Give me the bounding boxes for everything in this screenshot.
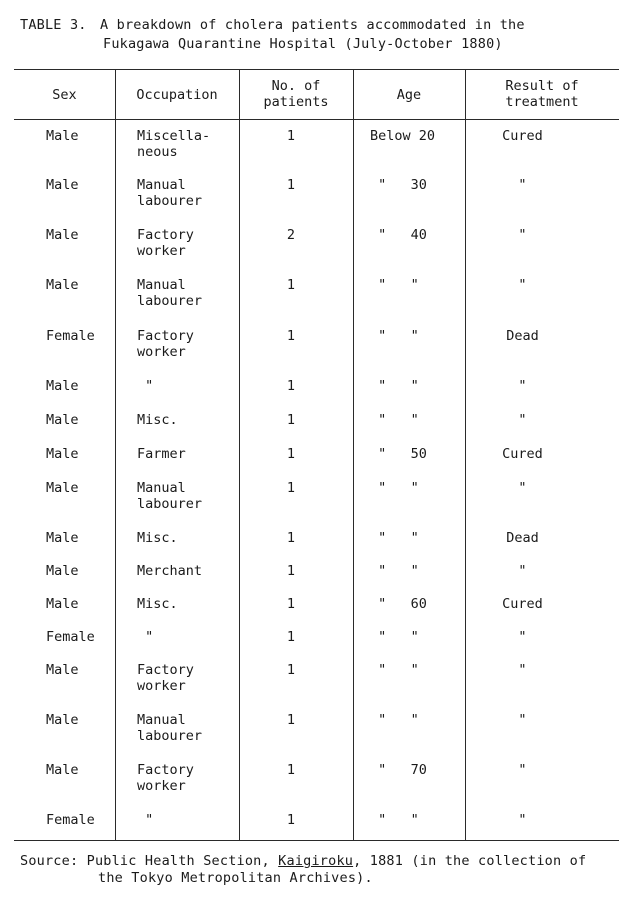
occupation-line-1: Miscella- bbox=[137, 128, 211, 144]
occupation-line-1: Factory bbox=[137, 227, 194, 243]
table-caption bbox=[20, 16, 525, 54]
header-patients-line-1: No. of bbox=[271, 78, 321, 94]
occupation-line-2: worker bbox=[137, 344, 186, 360]
caption-line-2: Fukagawa Quarantine Hospital (July-October 1880) bbox=[103, 36, 503, 52]
age-cell: " 30 bbox=[370, 177, 427, 193]
sex-cell: Male bbox=[46, 378, 79, 394]
sex-cell: Male bbox=[46, 446, 79, 462]
occupation-cell bbox=[137, 177, 202, 209]
occupation-line-1: Manual bbox=[137, 480, 186, 496]
occupation-cell bbox=[137, 277, 202, 309]
sex-cell: Male bbox=[46, 762, 79, 778]
age-cell: " 70 bbox=[370, 762, 427, 778]
sex-cell: Female bbox=[46, 812, 95, 828]
header-bottom-rule bbox=[14, 119, 619, 120]
sex-cell: Female bbox=[46, 328, 95, 344]
sex-cell: Male bbox=[46, 662, 79, 678]
occupation-line-1: " bbox=[137, 812, 154, 828]
occupation-cell bbox=[137, 762, 194, 794]
age-cell: Below 20 bbox=[370, 128, 436, 144]
occupation-line-2: worker bbox=[137, 678, 186, 694]
occupation-cell bbox=[137, 378, 153, 394]
patients-cell: 1 bbox=[286, 412, 296, 428]
age-cell: " " bbox=[370, 629, 419, 645]
table-row bbox=[0, 328, 633, 368]
occupation-line-1: Merchant bbox=[137, 563, 203, 579]
header-result-line-1: Result of bbox=[505, 78, 579, 94]
sex-cell: Male bbox=[46, 480, 79, 496]
table-row bbox=[0, 812, 633, 852]
caption-label: TABLE 3. bbox=[20, 17, 87, 33]
occupation-cell bbox=[137, 712, 202, 744]
age-cell: " " bbox=[370, 328, 419, 344]
result-cell: " bbox=[518, 177, 527, 193]
source-before: Public Health Section, bbox=[86, 853, 279, 869]
patients-cell: 1 bbox=[286, 328, 296, 344]
patients-cell: 1 bbox=[286, 277, 296, 293]
occupation-line-2: worker bbox=[137, 778, 186, 794]
result-cell: " bbox=[518, 277, 527, 293]
table-top-rule bbox=[14, 69, 619, 70]
age-cell: " " bbox=[370, 530, 419, 546]
patients-cell: 1 bbox=[286, 446, 296, 462]
table-row bbox=[0, 762, 633, 802]
header-patients-line-2: patients bbox=[263, 94, 329, 110]
sex-cell: Female bbox=[46, 629, 95, 645]
result-cell: " bbox=[518, 378, 527, 394]
result-cell: Cured bbox=[502, 596, 543, 612]
occupation-line-1: " bbox=[137, 378, 154, 394]
occupation-cell bbox=[137, 662, 194, 694]
caption-line-1: A breakdown of cholera patients accommodated in the bbox=[100, 17, 525, 33]
occupation-cell bbox=[137, 530, 178, 546]
age-cell: " 60 bbox=[370, 596, 427, 612]
patients-cell: 1 bbox=[286, 530, 296, 546]
occupation-line-1: Manual bbox=[137, 177, 186, 193]
header-result-line-2: treatment bbox=[505, 94, 579, 110]
age-cell: " 40 bbox=[370, 227, 427, 243]
table-row bbox=[0, 712, 633, 752]
occupation-line-2: worker bbox=[137, 243, 186, 259]
occupation-line-1: Manual bbox=[137, 277, 186, 293]
table-row bbox=[0, 480, 633, 520]
patients-cell: 1 bbox=[286, 563, 296, 579]
occupation-line-1: Misc. bbox=[137, 596, 178, 612]
source-note bbox=[20, 853, 586, 887]
result-cell: " bbox=[518, 227, 527, 243]
result-cell: " bbox=[518, 712, 527, 728]
result-cell: Dead bbox=[506, 328, 539, 344]
source-label: Source: bbox=[20, 853, 79, 869]
occupation-line-1: Factory bbox=[137, 662, 194, 678]
age-cell: " " bbox=[370, 277, 419, 293]
occupation-line-2: labourer bbox=[137, 496, 203, 512]
sex-cell: Male bbox=[46, 277, 79, 293]
occupation-cell bbox=[137, 227, 194, 259]
occupation-cell bbox=[137, 563, 202, 579]
patients-cell: 1 bbox=[286, 177, 296, 193]
header-patients bbox=[239, 78, 353, 110]
result-cell: Dead bbox=[506, 530, 539, 546]
header-sex: Sex bbox=[52, 87, 77, 103]
occupation-cell bbox=[137, 128, 210, 160]
result-cell: " bbox=[518, 812, 527, 828]
result-cell: " bbox=[518, 629, 527, 645]
occupation-line-2: labourer bbox=[137, 293, 203, 309]
occupation-line-2: labourer bbox=[137, 728, 203, 744]
patients-cell: 1 bbox=[286, 480, 296, 496]
source-after: , 1881 (in the collection of bbox=[353, 853, 587, 869]
sex-cell: Male bbox=[46, 412, 79, 428]
source-title: Kaigiroku bbox=[278, 853, 354, 869]
sex-cell: Male bbox=[46, 530, 79, 546]
table-row bbox=[0, 177, 633, 217]
age-cell: " " bbox=[370, 712, 419, 728]
occupation-line-1: Factory bbox=[137, 762, 194, 778]
table-row bbox=[0, 227, 633, 267]
result-cell: " bbox=[518, 412, 527, 428]
sex-cell: Male bbox=[46, 177, 79, 193]
patients-cell: 1 bbox=[286, 712, 296, 728]
occupation-cell bbox=[137, 480, 202, 512]
age-cell: " " bbox=[370, 378, 419, 394]
age-cell: " " bbox=[370, 563, 419, 579]
result-cell: Cured bbox=[502, 446, 543, 462]
age-cell: " " bbox=[370, 662, 419, 678]
result-cell: Cured bbox=[502, 128, 543, 144]
patients-cell: 1 bbox=[286, 596, 296, 612]
sex-cell: Male bbox=[46, 596, 79, 612]
patients-cell: 1 bbox=[286, 128, 296, 144]
occupation-line-2: neous bbox=[137, 144, 178, 160]
age-cell: " " bbox=[370, 480, 419, 496]
patients-cell: 1 bbox=[286, 812, 296, 828]
header-occupation: Occupation bbox=[136, 87, 218, 103]
patients-cell: 2 bbox=[286, 227, 296, 243]
occupation-line-1: Misc. bbox=[137, 412, 178, 428]
patients-cell: 1 bbox=[286, 378, 296, 394]
patients-cell: 1 bbox=[286, 662, 296, 678]
table-row bbox=[0, 128, 633, 168]
sex-cell: Male bbox=[46, 128, 79, 144]
occupation-cell bbox=[137, 412, 178, 428]
occupation-line-2: labourer bbox=[137, 193, 203, 209]
header-result bbox=[465, 78, 619, 110]
source-line-2: the Tokyo Metropolitan Archives). bbox=[98, 870, 373, 886]
occupation-line-1: Misc. bbox=[137, 530, 178, 546]
occupation-line-1: Farmer bbox=[137, 446, 186, 462]
patients-cell: 1 bbox=[286, 629, 296, 645]
sex-cell: Male bbox=[46, 712, 79, 728]
table-row bbox=[0, 277, 633, 317]
table-row bbox=[0, 662, 633, 702]
occupation-line-1: " bbox=[137, 629, 154, 645]
sex-cell: Male bbox=[46, 227, 79, 243]
occupation-cell bbox=[137, 596, 178, 612]
age-cell: " " bbox=[370, 412, 419, 428]
occupation-line-1: Factory bbox=[137, 328, 194, 344]
patients-cell: 1 bbox=[286, 762, 296, 778]
occupation-cell bbox=[137, 328, 194, 360]
occupation-line-1: Manual bbox=[137, 712, 186, 728]
result-cell: " bbox=[518, 762, 527, 778]
occupation-cell bbox=[137, 446, 186, 462]
age-cell: " " bbox=[370, 812, 419, 828]
age-cell: " 50 bbox=[370, 446, 427, 462]
result-cell: " bbox=[518, 480, 527, 496]
header-age: Age bbox=[396, 87, 422, 103]
result-cell: " bbox=[518, 563, 527, 579]
occupation-cell bbox=[137, 629, 153, 645]
result-cell: " bbox=[518, 662, 527, 678]
sex-cell: Male bbox=[46, 563, 79, 579]
occupation-cell bbox=[137, 812, 153, 828]
